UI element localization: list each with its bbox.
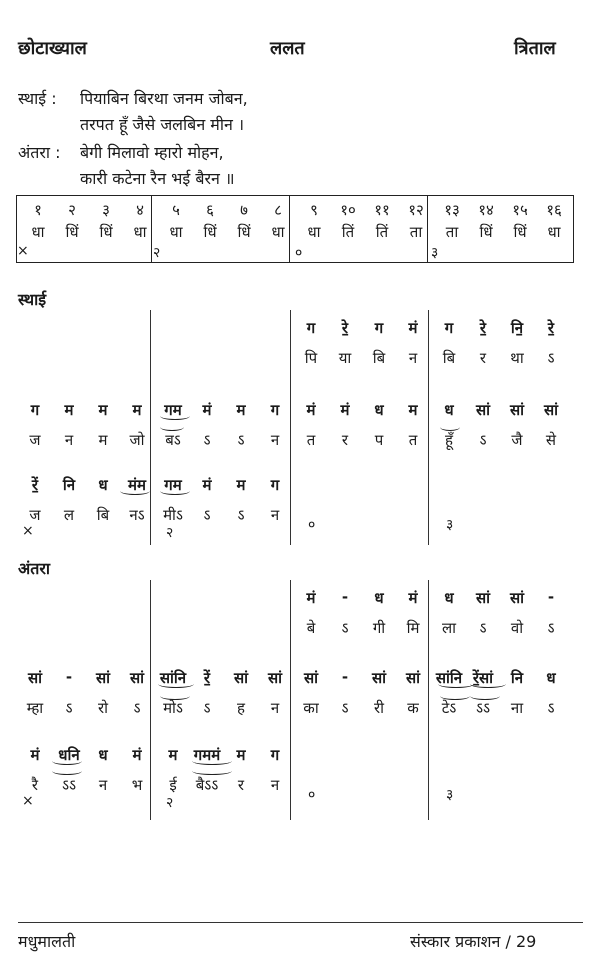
sthai-swar: नि	[62, 476, 76, 494]
antara-lyric: ह	[237, 699, 245, 717]
antara-swar: सां	[95, 669, 111, 687]
sthai-swar: सां	[543, 401, 559, 419]
antara-lyric: ऽ	[547, 699, 555, 717]
sthai-swar: म	[132, 401, 142, 419]
sthai-taal-marker: ०	[308, 517, 316, 533]
antara-verse-line2: कारी कटेना रैन भई बैरन ॥	[80, 169, 235, 188]
sthai-lyric: या	[338, 349, 352, 367]
antara-lyric: ऽ	[479, 619, 487, 637]
taal-bol: धा	[169, 223, 183, 241]
sthai-lyric: था	[510, 349, 524, 367]
sthai-swar: मं	[340, 401, 350, 419]
footer-rule	[18, 922, 583, 923]
antara-lyric: री	[373, 699, 385, 717]
antara-swar: रें॒सां	[472, 669, 494, 687]
sthai-lyric: जो	[129, 431, 145, 449]
antara-swar: मं	[306, 589, 316, 607]
sthai-swar: म	[98, 401, 108, 419]
taal-bol: धिं	[65, 223, 79, 241]
antara-meend-arc	[52, 757, 82, 765]
sthai-taal-marker: ×	[22, 523, 34, 539]
taal-beat-number: १०	[340, 201, 356, 219]
antara-swar: म	[168, 746, 178, 764]
taal-beat-number: ५	[172, 201, 180, 219]
sthai-swar: म	[236, 401, 246, 419]
antara-swar: म	[236, 746, 246, 764]
antara-lyric: रो	[97, 699, 109, 717]
sthai-lyric: बि	[96, 506, 110, 524]
sthai-lyric: मीऽ	[163, 506, 183, 524]
antara-swar: सांनि	[435, 669, 463, 687]
sthai-swar: ग	[270, 401, 280, 419]
antara-swar: सां	[129, 669, 145, 687]
sthai-swar: ग	[444, 319, 454, 337]
taal-bol: तिं	[375, 223, 389, 241]
antara-verse-label: अंतरा :	[18, 143, 61, 162]
sthai-lyric: ल	[63, 506, 75, 524]
sthai-lyric: त	[306, 431, 316, 449]
taal-marker: ०	[295, 245, 303, 261]
taal-beat-number: २	[68, 201, 76, 219]
sthai-lyric: न	[64, 431, 74, 449]
sthai-taal-marker: ३	[446, 517, 454, 533]
antara-swar: मं	[408, 589, 418, 607]
header-left: छोटाख्याल	[18, 38, 87, 59]
sthai-lyric: बऽ	[165, 431, 181, 449]
antara-swar: गममं	[193, 746, 221, 764]
antara-heading: अंतरा	[18, 559, 51, 578]
sthai-swar: ग	[374, 319, 384, 337]
antara-lyric: का	[303, 699, 319, 717]
sthai-lyric: ज	[29, 431, 41, 449]
taal-beat-number: ६	[206, 201, 214, 219]
antara-lyric: ई	[169, 776, 177, 794]
antara-lyric: वो	[510, 619, 524, 637]
taal-bol: ता	[445, 223, 459, 241]
taal-beat-number: ४	[136, 201, 144, 219]
sthai-verse-label: स्थाई :	[18, 89, 57, 108]
antara-swar: मं	[30, 746, 40, 764]
sthai-swar: सां	[475, 401, 491, 419]
antara-lyric: ऽ	[341, 699, 349, 717]
taal-bol: धिं	[237, 223, 251, 241]
sthai-lyric: न	[270, 506, 280, 524]
taal-beat-number: ९	[310, 201, 318, 219]
antara-swar: ग	[270, 746, 280, 764]
sthai-swar: सां	[509, 401, 525, 419]
antara-swar: ध	[374, 589, 384, 607]
antara-taal-marker: २	[166, 795, 174, 811]
sthai-swar: मं	[202, 401, 212, 419]
sthai-meend-arc	[160, 412, 190, 420]
sthai-meend-arc	[160, 487, 190, 495]
sthai-lyric: जै	[511, 431, 523, 449]
antara-swar: सां	[267, 669, 283, 687]
antara-lyric: टेऽ	[441, 699, 457, 717]
taal-beat-number: १	[34, 201, 42, 219]
antara-swar: धनि	[58, 746, 80, 764]
antara-taal-marker: ×	[22, 793, 34, 809]
taal-bol: धिं	[203, 223, 217, 241]
sthai-swar: रे॒	[547, 319, 555, 337]
antara-meend-arc	[52, 767, 82, 775]
sthai-lyric: ज	[29, 506, 41, 524]
sthai-lyric: हूँ	[445, 431, 453, 449]
sthai-lyric: न	[270, 431, 280, 449]
sthai-lyric: ऽ	[547, 349, 555, 367]
antara-lyric: ऽऽ	[61, 776, 76, 794]
taal-beat-number: १२	[408, 201, 424, 219]
sthai-lyric: ऽ	[479, 431, 487, 449]
antara-meend-arc	[440, 692, 470, 700]
antara-lyric: मोऽ	[163, 699, 183, 717]
taal-bol: धा	[547, 223, 561, 241]
antara-swar: मं	[132, 746, 142, 764]
sthai-swar: गम	[164, 476, 182, 494]
taal-marker: ×	[17, 243, 29, 259]
antara-swar: ध	[98, 746, 108, 764]
antara-lyric: रै	[31, 776, 39, 794]
antara-meend-arc	[470, 680, 506, 688]
antara-lyric: भ	[131, 776, 143, 794]
antara-swar: -	[341, 668, 349, 686]
antara-lyric: म्हा	[26, 699, 44, 717]
antara-swar: सां	[405, 669, 421, 687]
taal-bol: तिं	[341, 223, 355, 241]
sthai-lyric: ऽ	[203, 506, 211, 524]
sthai-swar: ग	[306, 319, 316, 337]
sthai-lyric: म	[98, 431, 108, 449]
sthai-swar: मं	[408, 319, 418, 337]
antara-swar: सां	[303, 669, 319, 687]
taal-name: त्रिताल	[514, 38, 556, 59]
antara-meend-arc	[158, 680, 194, 688]
taal-beat-number: १६	[546, 201, 562, 219]
sthai-meend-arc	[160, 423, 184, 431]
sthai-swar: म	[64, 401, 74, 419]
sthai-vibhag-divider	[428, 310, 429, 545]
sthai-lyric: न	[408, 349, 418, 367]
sthai-swar: मं	[306, 401, 316, 419]
antara-taal-marker: ३	[446, 787, 454, 803]
antara-lyric: न	[270, 776, 280, 794]
antara-swar: -	[547, 588, 555, 606]
antara-lyric: ऽ	[203, 699, 211, 717]
antara-lyric: ऽ	[133, 699, 141, 717]
taal-bol: धिं	[99, 223, 113, 241]
antara-lyric: बे	[306, 619, 316, 637]
sthai-swar: ग	[270, 476, 280, 494]
antara-swar: ध	[444, 589, 454, 607]
sthai-verse-line1: स्थाई : पियाबिन बिरथा जनम जोबन,	[18, 89, 248, 108]
sthai-lyric: ऽ	[237, 506, 245, 524]
antara-swar: ध	[546, 669, 556, 687]
sthai-swar: मं	[202, 476, 212, 494]
antara-lyric: मि	[406, 619, 420, 637]
antara-lyric: ऽ	[547, 619, 555, 637]
antara-meend-arc	[192, 767, 232, 775]
antara-verse-line1: अंतरा : बेगी मिलावो म्हारो मोहन,	[18, 143, 224, 162]
antara-lyric: र	[237, 776, 245, 794]
sthai-swar: म	[408, 401, 418, 419]
sthai-lyric: प	[374, 431, 384, 449]
antara-lyric: न	[270, 699, 280, 717]
taal-bol: धा	[133, 223, 147, 241]
antara-lyric: ऽ	[341, 619, 349, 637]
antara-lyric: ला	[441, 619, 457, 637]
sthai-meend-arc	[120, 487, 150, 495]
taal-bol: धा	[271, 223, 285, 241]
sthai-swar: रे॒	[341, 319, 349, 337]
footer-book-title: मधुमालती	[18, 932, 76, 951]
taal-beat-number: १५	[512, 201, 528, 219]
taal-beat-number: ११	[374, 201, 390, 219]
sthai-lyric: बि	[372, 349, 386, 367]
taal-bol: ता	[409, 223, 423, 241]
sthai-lyric: र	[479, 349, 487, 367]
antara-lyric: बैऽऽ	[195, 776, 219, 794]
antara-lyric: न	[98, 776, 108, 794]
sthai-lyric: बि	[442, 349, 456, 367]
sthai-swar: गम	[164, 401, 182, 419]
taal-bol: धा	[31, 223, 45, 241]
sthai-lyric: र	[341, 431, 349, 449]
sthai-swar: नि॒	[510, 319, 524, 337]
sthai-swar: रे॒	[479, 319, 487, 337]
sthai-verse-line2: तरपत हूँ जैसे जलबिन मीन ।	[80, 115, 245, 134]
antara-meend-arc	[438, 680, 474, 688]
sthai-taal-marker: २	[166, 525, 174, 541]
antara-swar: सांनि	[159, 669, 187, 687]
antara-swar: रें॒	[203, 669, 211, 687]
taal-beat-number: १४	[478, 201, 494, 219]
sthai-swar: ध	[444, 401, 454, 419]
taal-bol: धिं	[513, 223, 527, 241]
footer-publisher-page: संस्कार प्रकाशन / 29	[410, 932, 537, 951]
sthai-lyric: त	[408, 431, 418, 449]
taal-bol: धिं	[479, 223, 493, 241]
sthai-swar: रें॒	[31, 476, 39, 494]
antara-meend-arc	[470, 692, 500, 700]
antara-swar: -	[341, 588, 349, 606]
antara-swar: सां	[509, 589, 525, 607]
antara-meend-arc	[192, 757, 232, 765]
antara-taal-marker: ०	[308, 787, 316, 803]
taal-table	[16, 195, 574, 263]
antara-swar: -	[65, 668, 73, 686]
antara-lyric: ऽऽ	[475, 699, 490, 717]
antara-meend-arc	[160, 692, 190, 700]
taal-beat-number: ८	[274, 201, 282, 219]
antara-swar: सां	[475, 589, 491, 607]
sthai-swar: ग	[30, 401, 40, 419]
antara-lyric: गी	[372, 619, 386, 637]
sthai-swar: ध	[374, 401, 384, 419]
taal-beat-number: १३	[444, 201, 460, 219]
sthai-swar: म	[236, 476, 246, 494]
taal-beat-number: ७	[240, 201, 248, 219]
antara-swar: सां	[371, 669, 387, 687]
taal-bol: धा	[307, 223, 321, 241]
antara-swar: नि	[510, 669, 524, 687]
taal-beat-number: ३	[102, 201, 110, 219]
taal-marker: २	[153, 245, 161, 261]
sthai-lyric: ऽ	[237, 431, 245, 449]
sthai-lyric: नऽ	[129, 506, 145, 524]
sthai-lyric: ऽ	[203, 431, 211, 449]
sthai-swar: ध	[98, 476, 108, 494]
sthai-meend-arc	[440, 423, 460, 431]
antara-lyric: ऽ	[65, 699, 73, 717]
antara-swar: सां	[27, 669, 43, 687]
raga-title: ललत	[270, 38, 305, 59]
taal-marker: ३	[431, 245, 439, 261]
sthai-lyric: पि	[304, 349, 318, 367]
sthai-swar: मंम	[128, 476, 146, 494]
antara-lyric: क	[407, 699, 419, 717]
antara-lyric: ना	[510, 699, 524, 717]
antara-swar: सां	[233, 669, 249, 687]
sthai-heading: स्थाई	[18, 290, 47, 309]
sthai-lyric: से	[545, 431, 557, 449]
